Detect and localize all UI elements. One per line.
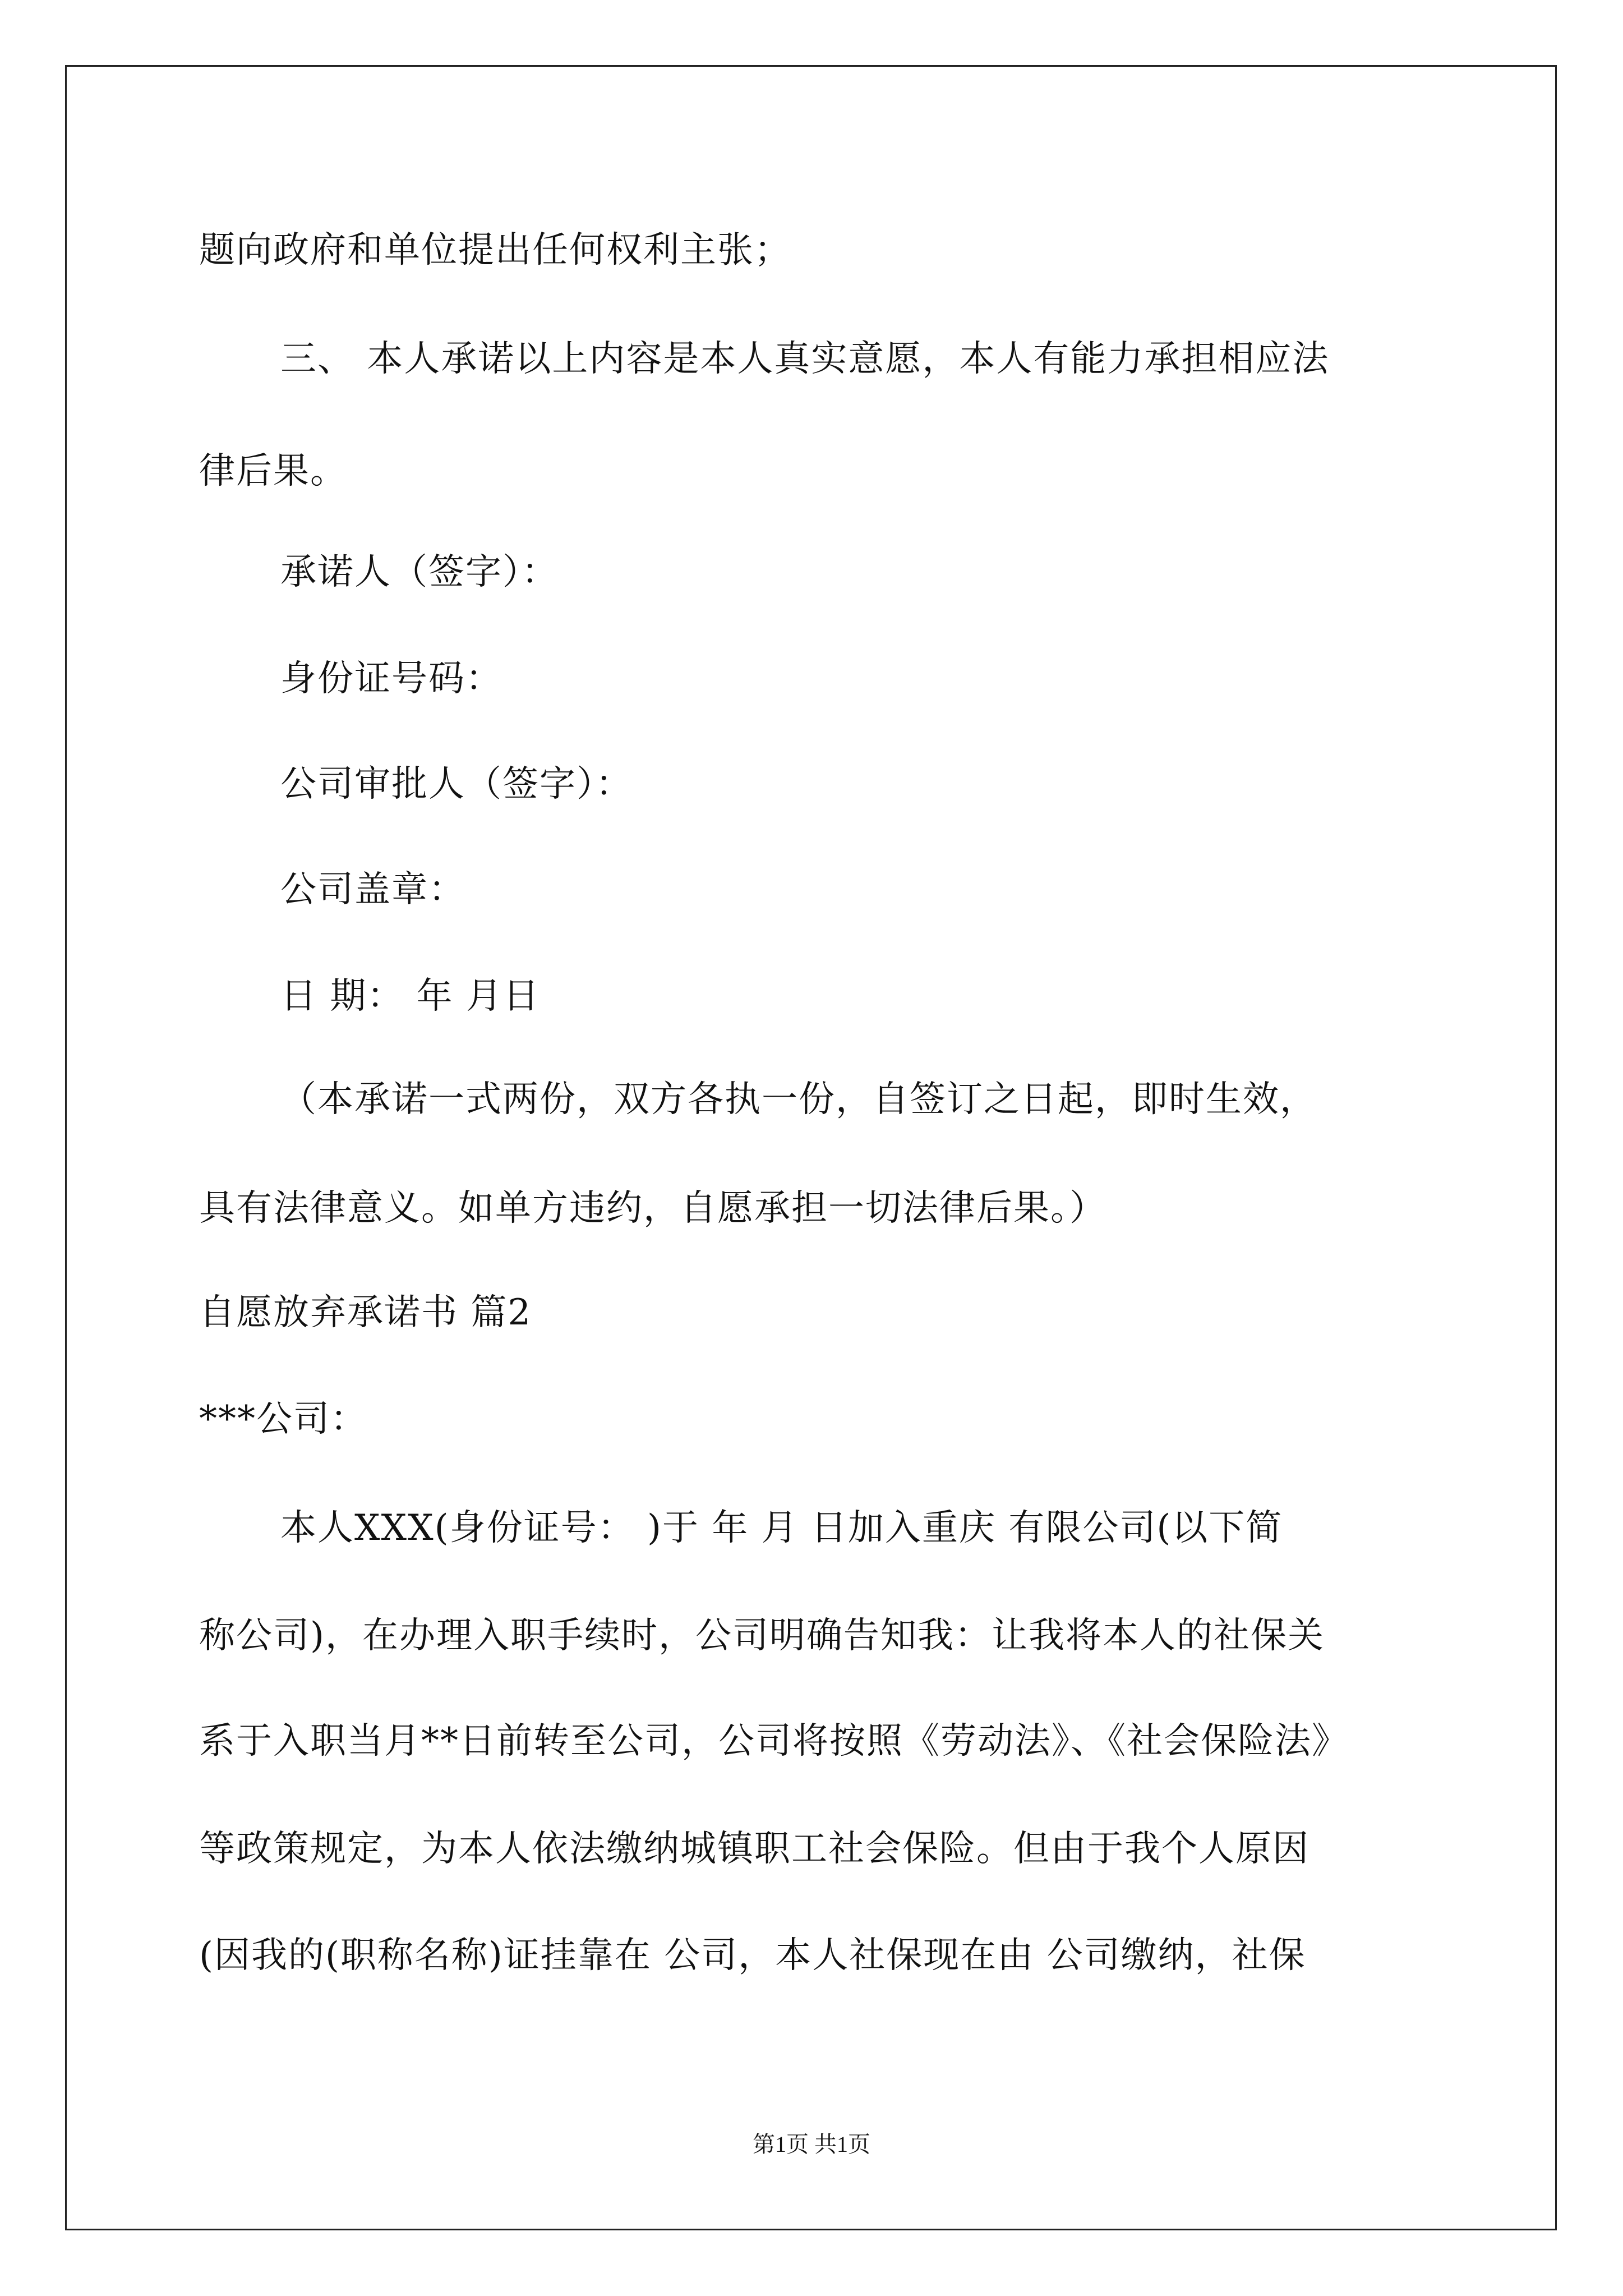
text-line: 三、 本人承诺以上内容是本人真实意愿，本人有能力承担相应法 [280, 338, 1330, 380]
text-line: 系于入职当月**日前转至公司，公司将按照《劳动法》、《社会保险法》 [199, 1720, 1349, 1762]
text-line: 身份证号码： [280, 658, 502, 700]
text-line: 称公司)，在办理入职手续时，公司明确告知我：让我将本人的社保关 [199, 1615, 1325, 1657]
text-line: (因我的(职称名称)证挂靠在 公司，本人社保现在由 公司缴纳，社保 [199, 1935, 1306, 1976]
text-line: 等政策规定，为本人依法缴纳城镇职工社会保险。但由于我个人原因 [199, 1828, 1310, 1870]
page-footer: 第1页 共1页 [753, 2132, 870, 2157]
text-line: 公司审批人（签字）： [280, 763, 633, 805]
text-line: 本人XXX(身份证号： )于 年 月 日加入重庆 有限公司(以下简 [280, 1507, 1283, 1549]
text-line: 日 期： 年 月日 [280, 976, 541, 1017]
text-line: 承诺人（签字）： [280, 551, 559, 593]
text-line: 题向政府和单位提出任何权利主张； [199, 229, 791, 271]
text-line: ***公司： [199, 1398, 367, 1440]
document-body [199, 0, 1433, 2132]
text-line: 具有法律意义。如单方违约，自愿承担一切法律后果。） [199, 1188, 1106, 1229]
text-line: （本承诺一式两份，双方各执一份，自签订之日起，即时生效， [280, 1079, 1317, 1120]
section-heading: 自愿放弃承诺书 篇2 [199, 1292, 532, 1333]
text-line: 公司盖章： [280, 869, 465, 910]
text-line: 律后果。 [199, 450, 347, 492]
